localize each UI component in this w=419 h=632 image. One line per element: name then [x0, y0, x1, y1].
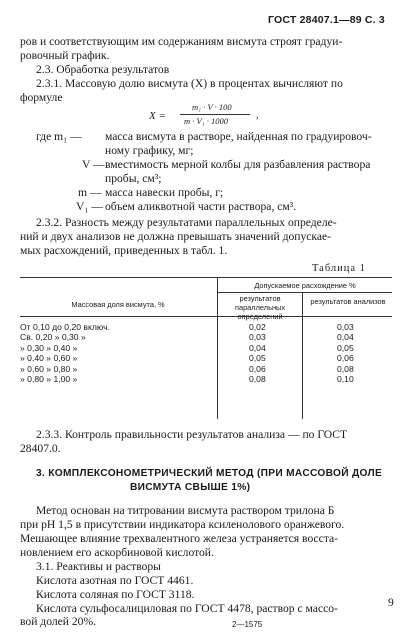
table-col-header-parallel: результатов параллельных определений [234, 294, 286, 321]
table-cell-analyses: 0,10 [337, 374, 354, 385]
table-cell-range: » 0,80 » 1,00 » [20, 374, 78, 385]
reagent-line: Кислота сульфосалициловая по ГОСТ 4478, раствор с массо- [36, 602, 338, 615]
table-cell-analyses: 0,06 [337, 353, 354, 364]
table-analyses-column [337, 322, 354, 384]
body-line: 2.3.2. Разность между результатами параллельных определе- [36, 216, 337, 229]
subsection-heading: 3.1. Реактивы и растворы [36, 560, 161, 573]
table-parallel-column [249, 322, 266, 384]
definition-text: пробы, см³; [105, 172, 162, 185]
table-cell-range: От 0,10 до 0,20 включ. [20, 322, 110, 332]
table-cell-parallel: 0,04 [249, 342, 266, 353]
formula-denominator: m · V₁ · 1000 [184, 116, 229, 126]
page-number: 9 [388, 596, 394, 609]
reagent-line: Кислота азотная по ГОСТ 4461. [36, 574, 194, 587]
table-range-column [20, 322, 110, 384]
running-header: ГОСТ 28407.1—89 С. 3 [268, 14, 385, 26]
table-header-rule [20, 316, 392, 317]
table-group-header: Допускаемое расхождение % [254, 281, 356, 290]
body-line: ров и соответствующим им содержаниям висмута строят градуи- [20, 35, 343, 48]
table-cell-analyses: 0,03 [337, 322, 354, 332]
table-cell-parallel: 0,06 [249, 363, 266, 374]
definition-symbol: где m₁ — [36, 130, 82, 143]
table-caption: Таблица 1 [312, 263, 366, 274]
table-cell-range: » 0,60 » 0,80 » [20, 363, 78, 374]
table-col-header-analyses: результатов анализов [310, 297, 386, 306]
formula-numerator: m₁ · V · 100 [192, 102, 232, 112]
body-line: формуле [20, 91, 63, 104]
body-line: ний и двух анализов не должна превышать значений допускае- [20, 230, 332, 243]
table-col-header-mass: Массовая доля висмута, % [71, 300, 165, 309]
body-line: при pH 1,5 в присутствии индикатора ксиленолового оранжевого. [20, 518, 345, 531]
reagent-line: Кислота соляная по ГОСТ 3118. [36, 588, 195, 601]
body-line: 2.3.1. Массовую долю висмута (X) в процентах вычисляют по [36, 77, 343, 90]
section-title: 3. КОМПЛЕКСОНОМЕТРИЧЕСКИЙ МЕТОД (ПРИ МАССОВОЙ ДОЛЕ [36, 468, 383, 479]
table-cell-range: » 0,30 » 0,40 » [20, 342, 78, 353]
section-title: ВИСМУТА СВЫШЕ 1%) [130, 482, 251, 493]
body-line: мых расхождений, приведенных в табл. 1. [20, 244, 228, 257]
table-group-rule [217, 292, 392, 293]
table-cell-range: » 0,40 » 0,60 » [20, 353, 78, 364]
definition-symbol: V₁ — [76, 200, 103, 213]
definition-text: вместимость мерной колбы для разбавления раствора [105, 158, 371, 171]
table-cell-parallel: 0,05 [249, 353, 266, 364]
table-divider-2 [302, 292, 303, 419]
table-cell-analyses: 0,05 [337, 342, 354, 353]
body-line: Мешающее влияние трехвалентного железа устраняется восста- [20, 532, 339, 545]
table-cell-analyses: 0,04 [337, 332, 354, 343]
table-cell-parallel: 0,03 [249, 332, 266, 343]
subsection-heading: 2.3. Обработка результатов [36, 63, 170, 76]
fraction-bar [180, 114, 250, 115]
reagent-line: вой долей 20%. [20, 615, 97, 628]
footer-code: 2—1575 [232, 620, 263, 629]
definition-symbol: m — [78, 186, 102, 199]
definition-symbol: V — [82, 158, 105, 171]
formula-lhs: X = [149, 110, 166, 122]
definition-text: объем аликвотной части раствора, см³. [105, 200, 297, 213]
table-cell-parallel: 0,02 [249, 322, 266, 332]
definition-text: масса висмута в растворе, найденная по градуировоч- [105, 130, 372, 143]
table-cell-range: Св. 0,20 » 0,30 » [20, 332, 86, 343]
table-cell-parallel: 0,08 [249, 374, 266, 385]
body-line: новлением его аскорбиновой кислотой. [20, 546, 214, 559]
formula-trail: , [256, 110, 259, 121]
definition-text: ному графику, мг; [105, 144, 194, 157]
body-line: Метод основан на титровании висмута раствором трилона Б [36, 504, 335, 517]
table-cell-analyses: 0,08 [337, 363, 354, 374]
body-line: ровочный график. [20, 49, 110, 62]
table-divider-1 [217, 277, 218, 419]
body-line: 2.3.3. Контроль правильности результатов анализа — по ГОСТ [36, 428, 348, 441]
table-top-rule [20, 277, 392, 278]
body-line: 28407.0. [20, 442, 61, 455]
definition-text: масса навески пробы, г; [105, 186, 224, 199]
